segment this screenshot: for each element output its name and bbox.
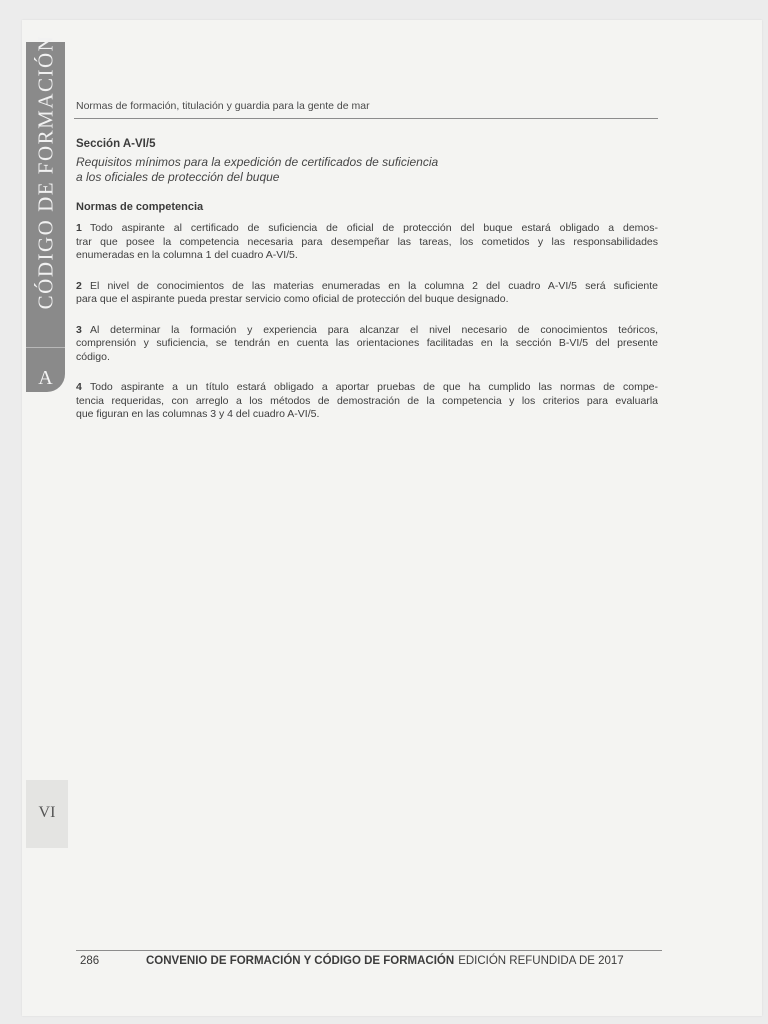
paragraph-line: para que el aspirante pueda prestar servicio como oficial de protección del buque designado. <box>76 293 509 305</box>
section-subtitle-line: a los oficiales de protección del buque <box>76 170 280 184</box>
paragraph-line <box>76 381 658 395</box>
paragraph-line: enumeradas en la columna 1 del cuadro A-VI/5. <box>76 249 298 261</box>
footer <box>80 955 662 967</box>
paragraph-text: El nivel de conocimientos de las materias enumeradas en la columna 2 del cuadro A-VI/5 será suficiente <box>90 279 658 292</box>
chapter-tab <box>26 780 68 848</box>
section-subtitle <box>76 155 438 185</box>
paragraph <box>76 324 658 365</box>
footer-title: CONVENIO DE FORMACIÓN Y CÓDIGO DE FORMACIÓN <box>146 955 455 967</box>
paragraph-text: Todo aspirante al certificado de suficiencia de oficial de protección del buque estará obligado a demos- <box>90 222 658 234</box>
side-tab-divider <box>26 347 65 348</box>
paragraph-number: 3 <box>76 323 82 336</box>
side-tab-title <box>26 34 65 310</box>
paragraph-text: Todo aspirante a un título estará obligado a aportar pruebas de que ha cumplido las normas de compe- <box>90 381 658 393</box>
paragraph-text: Al determinar la formación y experiencia para alcanzar el nivel necesario de conocimientos teóricos, <box>90 323 658 336</box>
paragraph-line: comprensión y suficiencia, se tendrán en cuenta las orientaciones facilitadas en la sección B-VI/5 del presente <box>76 337 658 349</box>
paragraph <box>76 280 658 307</box>
paragraph-list <box>76 222 658 439</box>
footer-rule <box>76 950 662 951</box>
paragraph-line <box>76 324 658 338</box>
section-title: Sección A-VI/5 <box>76 138 156 150</box>
paragraph-number: 1 <box>76 222 82 234</box>
footer-edition: EDICIÓN REFUNDIDA DE 2017 <box>458 955 624 967</box>
side-tab-letter: A <box>38 367 53 389</box>
section-subtitle-line: Requisitos mínimos para la expedición de certificados de suficiencia <box>76 155 439 169</box>
side-tab-title-text: CÓDIGO DE FORMACIÓN <box>33 34 57 310</box>
paragraph-line <box>76 222 658 236</box>
paragraph-line: trar que posee la competencia necesaria para desempeñar las tareas, los cometidos y las responsabilidades <box>76 235 658 248</box>
paragraph <box>76 381 658 422</box>
paragraph-number: 4 <box>76 381 82 393</box>
paragraph-line: tencia requeridas, con arreglo a los métodos de demostración de la competencia y los criterios para evaluarla <box>76 394 658 407</box>
paragraph-line: código. <box>76 350 110 363</box>
header-rule <box>74 118 658 119</box>
running-header: Normas de formación, titulación y guardia para la gente de mar <box>76 100 370 112</box>
side-tab <box>26 34 65 392</box>
subsection-title: Normas de competencia <box>76 201 204 213</box>
paragraph-line <box>76 280 658 294</box>
paragraph-line: que figuran en las columnas 3 y 4 del cuadro A-VI/5. <box>76 408 320 420</box>
footer-page-number: 286 <box>80 955 100 967</box>
paragraph-number: 2 <box>76 279 82 292</box>
paragraph <box>76 222 658 263</box>
chapter-tab-label: VI <box>38 804 56 821</box>
